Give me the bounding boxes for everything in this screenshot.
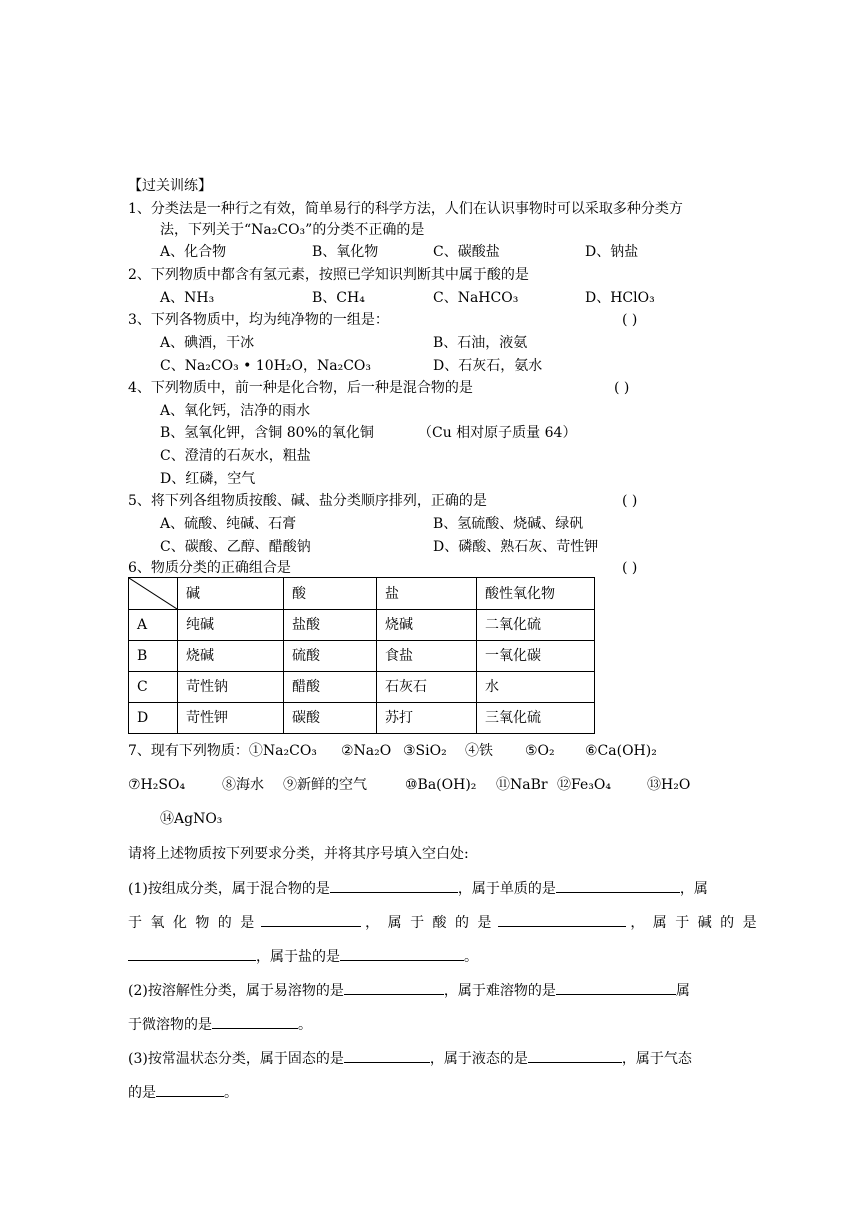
substance-3: ③SiO₂ — [403, 743, 447, 759]
table-cell: A — [129, 610, 178, 641]
table-cell: 石灰石 — [377, 672, 477, 703]
table-cell: C — [129, 672, 178, 703]
question-2-stem: 2、下列物质中都含有氢元素，按照已学知识判断其中属于酸的是 — [128, 267, 529, 283]
table-cell: 三氧化硫 — [477, 703, 595, 734]
header-cell: 酸性氧化物 — [477, 578, 595, 610]
question-1-option-d: D、钠盐 — [585, 244, 639, 260]
question-5-answer-bracket: ( ) — [622, 493, 638, 509]
part-2-text: 于微溶物的是 — [128, 1017, 212, 1033]
diagonal-header-cell — [129, 578, 178, 610]
part-2-text: ，属于难溶物的是 — [443, 983, 556, 999]
section-heading: 【过关训练】 — [128, 178, 212, 194]
question-1-option-b: B、氧化物 — [312, 244, 379, 260]
part-1-line-2 — [128, 912, 759, 932]
gas-answer-blank[interactable] — [156, 1082, 224, 1097]
question-4-option-d: D、红磷，空气 — [160, 471, 256, 487]
part-1-line-1 — [128, 878, 708, 898]
base-answer-blank[interactable] — [128, 946, 256, 961]
header-cell: 盐 — [377, 578, 477, 610]
substance-11: ⑪NaBr — [496, 777, 548, 793]
substance-7: ⑦H₂SO₄ — [128, 777, 186, 793]
part-3-line-1 — [128, 1048, 692, 1068]
part-1-text: ，属 — [679, 881, 708, 897]
table-cell: 苛性钾 — [178, 703, 284, 734]
question-3-option-a: A、碘酒，干冰 — [160, 335, 255, 351]
question-5-option-b: B、氢硫酸、烧碱、绿矾 — [433, 516, 584, 532]
part-1-line-3 — [128, 946, 478, 966]
question-1-stem: 1、分类法是一种行之有效，简单易行的科学方法，人们在认识事物时可以采取多种分类方 — [128, 201, 683, 217]
substance-4: ④铁 — [465, 743, 493, 759]
table-cell: 苛性钠 — [178, 672, 284, 703]
q7-instruction: 请将上述物质按下列要求分类，并将其序号填入空白处: — [128, 846, 469, 862]
table-row — [129, 703, 595, 734]
question-6-answer-bracket: ( ) — [622, 560, 638, 576]
table-row — [129, 672, 595, 703]
part-1-text: ， 属 于 酸 的 是 — [365, 915, 494, 931]
header-cell: 碱 — [178, 578, 284, 610]
substance-1: 7、现有下列物质：①Na₂CO₃ — [128, 743, 317, 759]
part-3-text: 。 — [224, 1085, 238, 1101]
question-2-option-b: B、CH₄ — [312, 290, 365, 306]
table-cell: 一氧化碳 — [477, 641, 595, 672]
question-3-option-d: D、石灰石，氨水 — [433, 358, 543, 374]
question-4-note: （Cu 相对原子质量 64） — [418, 425, 577, 441]
substance-10: ⑩Ba(OH)₂ — [405, 777, 477, 793]
insoluble-answer-blank[interactable] — [556, 980, 676, 995]
question-3-option-b: B、石油，液氨 — [433, 335, 528, 351]
mixture-answer-blank[interactable] — [330, 878, 458, 893]
table-row — [129, 641, 595, 672]
table-cell: 醋酸 — [284, 672, 377, 703]
part-1-text: (1)按组成分类，属于混合物的是 — [128, 881, 330, 897]
part-1-text: 。 — [464, 949, 478, 965]
substance-5: ⑤O₂ — [525, 743, 555, 759]
question-1-option-c: C、碳酸盐 — [433, 244, 500, 260]
question-4-stem: 4、下列物质中，前一种是化合物，后一种是混合物的是 — [128, 380, 473, 396]
header-cell: 酸 — [284, 578, 377, 610]
part-2-text: 。 — [298, 1017, 312, 1033]
soluble-answer-blank[interactable] — [344, 980, 444, 995]
part-2-text: 属 — [675, 983, 690, 999]
part-3-line-2 — [128, 1082, 238, 1102]
part-1-text: ，属于盐的是 — [256, 949, 340, 965]
question-4-option-a: A、氧化钙，洁净的雨水 — [160, 403, 311, 419]
substance-9: ⑨新鲜的空气 — [283, 777, 367, 793]
table-cell: D — [129, 703, 178, 734]
substance-14: ⑭AgNO₃ — [160, 811, 223, 827]
question-4-option-c: C、澄清的石灰水，粗盐 — [160, 448, 311, 464]
table-cell: 纯碱 — [178, 610, 284, 641]
table-cell: 烧碱 — [178, 641, 284, 672]
table-cell: 水 — [477, 672, 595, 703]
question-5-option-c: C、碳酸、乙醇、醋酸钠 — [160, 539, 311, 555]
table-cell: B — [129, 641, 178, 672]
question-4-option-b: B、氢氧化钾，含铜 80%的氧化铜 — [160, 425, 374, 441]
question-2-option-a: A、NH₃ — [160, 290, 215, 306]
question-3-answer-bracket: ( ) — [622, 312, 638, 328]
question-3-option-c: C、Na₂CO₃ • 10H₂O，Na₂CO₃ — [160, 358, 372, 374]
substance-12: ⑫Fe₃O₄ — [557, 777, 611, 793]
part-1-text: ，属于单质的是 — [457, 881, 556, 897]
oxide-answer-blank[interactable] — [261, 912, 361, 927]
question-3-stem: 3、下列各物质中，均为纯净物的一组是： — [128, 312, 389, 328]
table-cell: 碳酸 — [284, 703, 377, 734]
slightly-soluble-answer-blank[interactable] — [212, 1014, 298, 1029]
substance-8: ⑧海水 — [222, 777, 264, 793]
question-1-stem-cont: 法，下列关于“Na₂CO₃”的分类不正确的是 — [160, 222, 425, 238]
table-row — [129, 610, 595, 641]
table-cell: 烧碱 — [377, 610, 477, 641]
element-answer-blank[interactable] — [556, 878, 680, 893]
question-2-option-c: C、NaHCO₃ — [433, 290, 519, 306]
substance-6: ⑥Ca(OH)₂ — [585, 743, 657, 759]
acid-answer-blank[interactable] — [498, 912, 626, 927]
part-1-text: ， 属 于 碱 的 是 — [630, 915, 759, 931]
salt-answer-blank[interactable] — [340, 946, 464, 961]
substance-13: ⑬H₂O — [647, 777, 691, 793]
part-2-line-2 — [128, 1014, 312, 1034]
table-cell: 苏打 — [377, 703, 477, 734]
table-cell: 硫酸 — [284, 641, 377, 672]
question-2-option-d: D、HClO₃ — [585, 290, 655, 306]
part-3-text: ，属于气态 — [621, 1051, 692, 1067]
classification-table — [128, 577, 595, 734]
part-3-text: 的是 — [128, 1085, 156, 1101]
table-cell: 食盐 — [377, 641, 477, 672]
part-3-text: ，属于液态的是 — [429, 1051, 528, 1067]
question-4-answer-bracket: ( ) — [614, 380, 630, 396]
question-6-stem: 6、物质分类的正确组合是 — [128, 560, 291, 576]
diagonal-line — [129, 578, 177, 609]
question-5-stem: 5、将下列各组物质按酸、碱、盐分类顺序排列，正确的是 — [128, 493, 487, 509]
question-5-option-a: A、硫酸、纯碱、石膏 — [160, 516, 297, 532]
part-2-line-1 — [128, 980, 690, 1000]
question-1-option-a: A、化合物 — [160, 244, 227, 260]
table-header-row — [129, 578, 595, 610]
part-2-text: (2)按溶解性分类，属于易溶物的是 — [128, 983, 344, 999]
question-5-option-d: D、磷酸、熟石灰、苛性钾 — [433, 539, 599, 555]
table-cell: 盐酸 — [284, 610, 377, 641]
part-1-text: 于 氧 化 物 的 是 — [128, 915, 257, 931]
table-cell: 二氧化硫 — [477, 610, 595, 641]
substance-2: ②Na₂O — [341, 743, 392, 759]
liquid-answer-blank[interactable] — [528, 1048, 622, 1063]
solid-answer-blank[interactable] — [344, 1048, 430, 1063]
part-3-text: (3)按常温状态分类，属于固态的是 — [128, 1051, 344, 1067]
